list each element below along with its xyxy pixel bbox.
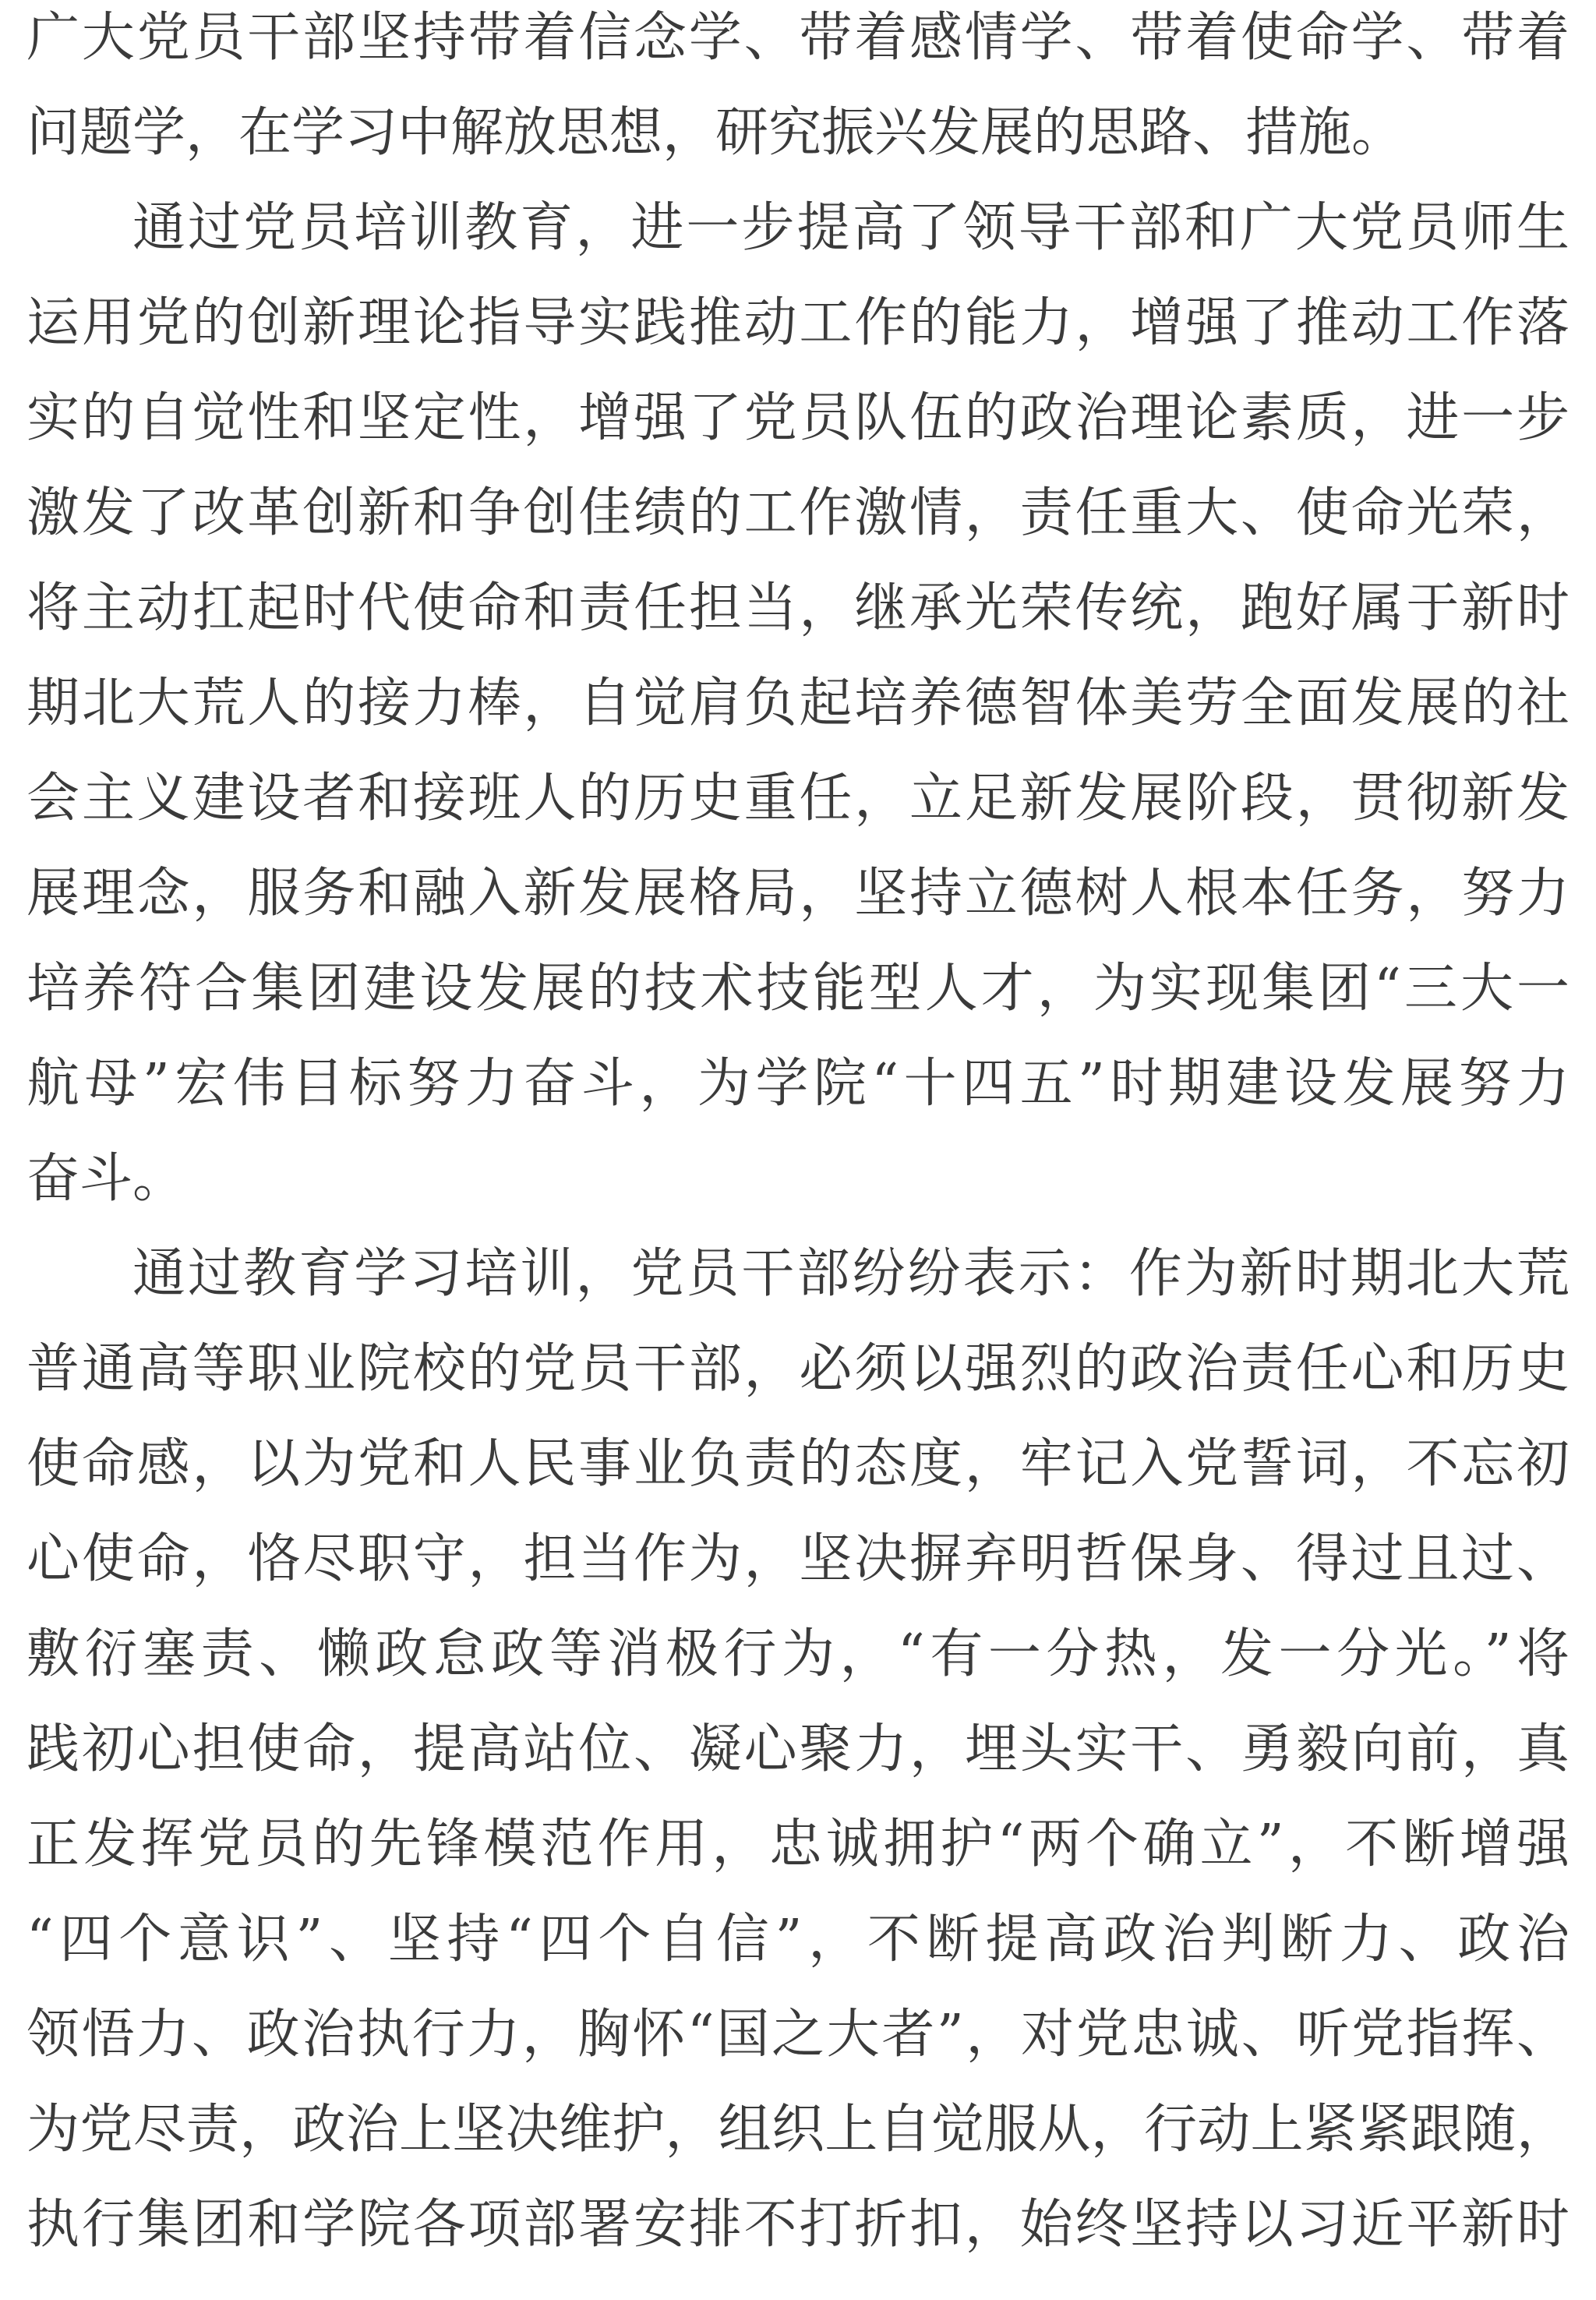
text-line: 正发挥党员的先锋模范作用，忠诚拥护“两个确立”，不断增强: [26, 1814, 1570, 1875]
paragraph-start-line: 通过党员培训教育，进一步提高了领导干部和广大党员师生: [132, 197, 1570, 259]
text-line: “四个意识”、坚持“四个自信”，不断提高政治判断力、政治: [26, 1909, 1570, 1970]
text-line: 会主义建设者和接班人的历史重任，立足新发展阶段，贯彻新发: [26, 768, 1570, 829]
paragraph-start-line: 通过教育学习培训，党员干部纷纷表示：作为新时期北大荒: [132, 1243, 1570, 1305]
text-line: 激发了改革创新和争创佳绩的工作激情，责任重大、使命光荣，: [26, 482, 1570, 544]
text-line: 实的自觉性和坚定性，增强了党员队伍的政治理论素质，进一步: [26, 387, 1570, 449]
text-line: 广大党员干部坚持带着信念学、带着感情学、带着使命学、带着: [26, 7, 1570, 69]
text-line: 为党尽责，政治上坚决维护，组织上自觉服从，行动上紧紧跟随，: [26, 2099, 1570, 2160]
text-line: 期北大荒人的接力棒，自觉肩负起培养德智体美劳全面发展的社: [26, 673, 1570, 734]
text-line: 问题学，在学习中解放思想，研究振兴发展的思路、措施。: [26, 102, 1405, 164]
text-line: 航母”宏伟目标努力奋斗，为学院“十四五”时期建设发展努力: [26, 1053, 1570, 1115]
text-line: 践初心担使命，提高站位、凝心聚力，埋头实干、勇毅向前，真: [26, 1719, 1570, 1780]
text-line: 培养符合集团建设发展的技术技能型人才，为实现集团“三大一: [26, 958, 1570, 1019]
text-line: 领悟力、政治执行力，胸怀“国之大者”，对党忠诚、听党指挥、: [26, 2004, 1570, 2065]
text-line: 奋斗。: [26, 1148, 186, 1210]
text-line: 敷衍塞责、懒政怠政等消极行为，“有一分热，发一分光。”将: [26, 1623, 1570, 1685]
text-line: 运用党的创新理论指导实践推动工作的能力，增强了推动工作落: [26, 292, 1570, 354]
text-line: 使命感，以为党和人民事业负责的态度，牢记入党誓词，不忘初: [26, 1433, 1570, 1495]
text-line: 执行集团和学院各项部署安排不打折扣，始终坚持以习近平新时: [26, 2194, 1570, 2256]
text-line: 展理念，服务和融入新发展格局，坚持立德树人根本任务，努力: [26, 863, 1570, 924]
text-line: 将主动扛起时代使命和责任担当，继承光荣传统，跑好属于新时: [26, 578, 1570, 639]
text-line: 心使命，恪尽职守，担当作为，坚决摒弃明哲保身、得过且过、: [26, 1528, 1570, 1590]
text-line: 普通高等职业院校的党员干部，必须以强烈的政治责任心和历史: [26, 1338, 1570, 1400]
